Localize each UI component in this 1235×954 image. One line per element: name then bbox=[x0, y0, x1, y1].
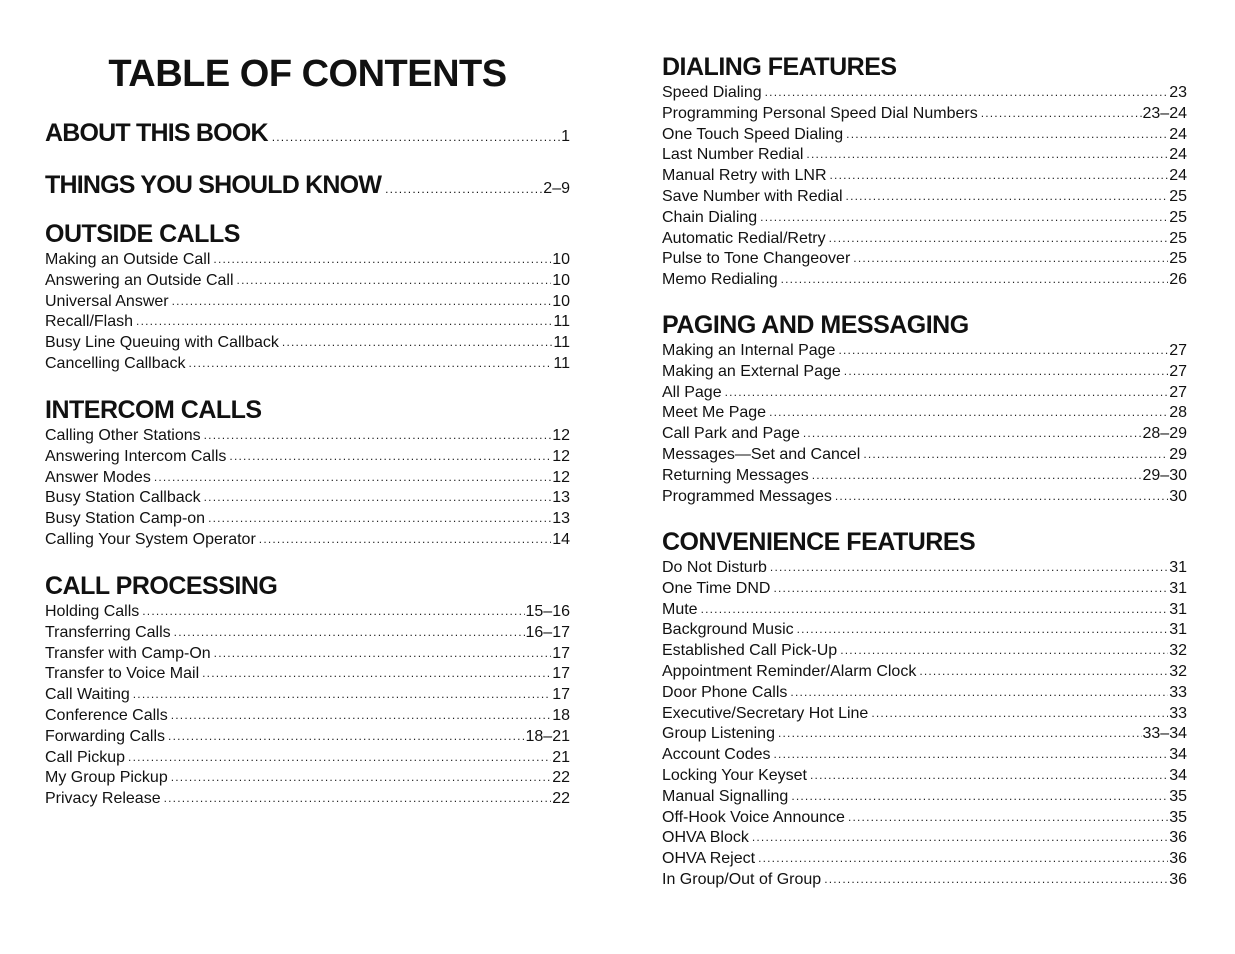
toc-entry[interactable] bbox=[662, 249, 1187, 270]
entry-label: Making an Internal Page bbox=[662, 342, 836, 359]
leader-dots bbox=[237, 271, 552, 291]
page-title: TABLE OF CONTENTS bbox=[108, 53, 507, 95]
page-number: 12 bbox=[552, 447, 570, 465]
section-title: PAGING AND MESSAGING bbox=[662, 311, 969, 339]
leader-dots bbox=[812, 466, 1142, 486]
entry-label: Chain Dialing bbox=[662, 208, 758, 226]
leader-dots bbox=[208, 509, 551, 529]
toc-entry[interactable] bbox=[662, 487, 1187, 508]
toc-entry[interactable] bbox=[662, 166, 1187, 187]
about-this-book-label: ABOUT THIS BOOK bbox=[45, 119, 268, 147]
leader-dots bbox=[272, 122, 560, 148]
leader-dots bbox=[760, 208, 1168, 228]
section-paging-and-messaging bbox=[662, 310, 1187, 507]
page-number: 25 bbox=[1169, 229, 1187, 247]
page-number: 30 bbox=[1169, 487, 1187, 505]
toc-entry[interactable] bbox=[45, 312, 570, 333]
entry-list bbox=[662, 341, 1187, 507]
toc-entry[interactable] bbox=[662, 270, 1187, 291]
entry-label: Manual Signalling bbox=[662, 787, 789, 805]
leader-dots bbox=[725, 383, 1169, 403]
leader-dots bbox=[830, 166, 1169, 186]
page-number: 31 bbox=[1169, 559, 1187, 576]
page-number: 35 bbox=[1169, 787, 1187, 805]
toc-entry[interactable] bbox=[45, 354, 570, 375]
toc-entry[interactable] bbox=[662, 187, 1187, 208]
entry-label: Appointment Reminder/Alarm Clock bbox=[662, 662, 917, 680]
leader-dots bbox=[171, 768, 551, 788]
toc-entry[interactable] bbox=[45, 664, 570, 685]
toc-entry[interactable] bbox=[662, 641, 1187, 662]
section-call-processing bbox=[45, 571, 570, 810]
entry-label: Pulse to Tone Changeover bbox=[662, 250, 851, 268]
toc-entry[interactable] bbox=[45, 768, 570, 789]
leader-dots bbox=[752, 828, 1168, 848]
toc-entry[interactable] bbox=[662, 424, 1187, 445]
leader-dots bbox=[229, 447, 551, 467]
entry-label: Programming Personal Speed Dial Numbers bbox=[662, 104, 978, 122]
entry-label: Door Phone Calls bbox=[662, 683, 788, 701]
entry-label: Group Listening bbox=[662, 725, 775, 743]
entry-label: Manual Retry with LNR bbox=[662, 167, 827, 185]
leader-dots bbox=[797, 620, 1169, 640]
page-number: 10 bbox=[552, 251, 570, 268]
leader-dots bbox=[848, 808, 1168, 828]
toc-entry[interactable] bbox=[662, 704, 1187, 725]
toc-entry[interactable] bbox=[45, 468, 570, 489]
page-number: 22 bbox=[552, 769, 570, 787]
leader-dots bbox=[128, 748, 551, 768]
entry-label: Memo Redialing bbox=[662, 271, 778, 289]
entry-label: Speed Dialing bbox=[662, 84, 762, 101]
page-number: 24 bbox=[1169, 146, 1187, 164]
toc-entry[interactable] bbox=[45, 292, 570, 313]
toc-entry[interactable] bbox=[45, 530, 570, 551]
page-number: 23–24 bbox=[1142, 104, 1187, 122]
page-number: 35 bbox=[1169, 808, 1187, 826]
entry-label: Do Not Disturb bbox=[662, 559, 767, 576]
leader-dots bbox=[204, 426, 552, 446]
page-number: 31 bbox=[1169, 600, 1187, 618]
leader-dots bbox=[871, 704, 1168, 724]
leader-dots bbox=[172, 292, 552, 312]
page-number: 33–34 bbox=[1142, 725, 1187, 743]
page-number: 28–29 bbox=[1142, 425, 1187, 443]
page-number: 24 bbox=[1169, 125, 1187, 143]
leader-dots bbox=[259, 530, 551, 550]
page-number: 18–21 bbox=[525, 727, 570, 745]
entry-label: Transfer with Camp-On bbox=[45, 644, 211, 662]
entry-label: Conference Calls bbox=[45, 706, 168, 724]
leader-dots bbox=[154, 468, 551, 488]
leader-dots bbox=[810, 766, 1168, 786]
leader-dots bbox=[824, 870, 1168, 890]
toc-entry[interactable] bbox=[662, 600, 1187, 621]
entry-label: Transferring Calls bbox=[45, 623, 171, 641]
toc-entry[interactable] bbox=[662, 341, 1187, 362]
section-convenience-features bbox=[662, 527, 1187, 891]
toc-entry[interactable] bbox=[662, 787, 1187, 808]
page-number: 27 bbox=[1169, 383, 1187, 401]
leader-dots bbox=[919, 662, 1168, 682]
leader-dots bbox=[791, 787, 1168, 807]
toc-entry[interactable] bbox=[45, 426, 570, 447]
entry-label: Cancelling Callback bbox=[45, 354, 186, 372]
leader-dots bbox=[214, 644, 552, 664]
entry-label: Executive/Secretary Hot Line bbox=[662, 704, 869, 722]
toc-entry[interactable] bbox=[45, 447, 570, 468]
toc-entry[interactable] bbox=[662, 579, 1187, 600]
leader-dots bbox=[142, 602, 524, 622]
leader-dots bbox=[778, 724, 1142, 744]
entry-label: Off-Hook Voice Announce bbox=[662, 808, 845, 826]
leader-dots bbox=[770, 558, 1168, 578]
entry-label: Save Number with Redial bbox=[662, 187, 843, 205]
entry-label: Holding Calls bbox=[45, 603, 140, 620]
leader-dots bbox=[133, 685, 551, 705]
toc-entry[interactable] bbox=[45, 727, 570, 748]
entry-label: Last Number Redial bbox=[662, 146, 804, 164]
page-number: 22 bbox=[552, 790, 570, 808]
toc-entry[interactable] bbox=[662, 403, 1187, 424]
toc-entry[interactable] bbox=[662, 362, 1187, 383]
toc-entry[interactable] bbox=[662, 724, 1187, 745]
page-number: 2–9 bbox=[543, 180, 570, 197]
toc-entry[interactable] bbox=[45, 271, 570, 292]
toc-entry[interactable] bbox=[45, 509, 570, 530]
entry-list bbox=[45, 426, 570, 551]
page-number: 13 bbox=[552, 489, 570, 507]
page-number: 11 bbox=[553, 354, 570, 372]
entry-label: My Group Pickup bbox=[45, 769, 168, 787]
toc-entry[interactable] bbox=[662, 745, 1187, 766]
toc-entry[interactable] bbox=[45, 748, 570, 769]
leader-dots bbox=[202, 664, 551, 684]
page-number: 17 bbox=[552, 665, 570, 683]
leader-dots bbox=[835, 487, 1168, 507]
toc-entry[interactable] bbox=[662, 125, 1187, 146]
page-number: 25 bbox=[1169, 250, 1187, 268]
leader-dots bbox=[981, 104, 1142, 124]
toc-entry[interactable] bbox=[662, 83, 1187, 104]
entry-label: Recall/Flash bbox=[45, 313, 134, 331]
entry-label: Call Pickup bbox=[45, 748, 126, 766]
page-number: 21 bbox=[552, 748, 570, 766]
entry-label: Answer Modes bbox=[45, 468, 151, 486]
leader-dots bbox=[701, 600, 1169, 620]
toc-entry[interactable] bbox=[662, 870, 1187, 891]
page-number: 25 bbox=[1169, 187, 1187, 205]
entry-label: Transfer to Voice Mail bbox=[45, 665, 200, 683]
entry-label: Established Call Pick-Up bbox=[662, 642, 838, 660]
entry-list bbox=[45, 602, 570, 810]
things-you-should-know-label: THINGS YOU SHOULD KNOW bbox=[45, 171, 382, 199]
toc-entry[interactable] bbox=[662, 383, 1187, 404]
entry-label: Busy Station Callback bbox=[45, 489, 201, 507]
page-number: 33 bbox=[1169, 683, 1187, 701]
entry-label: Making an Outside Call bbox=[45, 251, 211, 268]
entry-label: OHVA Block bbox=[662, 829, 749, 847]
page-number: 13 bbox=[552, 510, 570, 528]
leader-dots bbox=[781, 270, 1169, 290]
leader-dots bbox=[174, 623, 525, 643]
entry-label: Busy Station Camp-on bbox=[45, 510, 206, 528]
entry-label: One Time DND bbox=[662, 579, 771, 597]
page-number: 18 bbox=[552, 706, 570, 724]
entry-label: Mute bbox=[662, 600, 698, 618]
page-number: 16–17 bbox=[525, 623, 570, 641]
leader-dots bbox=[774, 745, 1169, 765]
entry-list bbox=[662, 83, 1187, 291]
page-number: 27 bbox=[1169, 342, 1187, 359]
entry-label: Locking Your Keyset bbox=[662, 766, 807, 784]
section-intercom-calls bbox=[45, 395, 570, 551]
entry-label: All Page bbox=[662, 383, 722, 401]
page-number: 32 bbox=[1169, 642, 1187, 660]
things-you-should-know-entry[interactable] bbox=[45, 170, 570, 200]
toc-entry[interactable] bbox=[662, 229, 1187, 250]
leader-dots bbox=[790, 683, 1168, 703]
toc-entry[interactable] bbox=[45, 789, 570, 810]
leader-dots bbox=[803, 424, 1142, 444]
leader-dots bbox=[758, 849, 1168, 869]
leader-dots bbox=[282, 333, 552, 353]
leader-dots bbox=[213, 250, 551, 270]
entry-label: Returning Messages bbox=[662, 466, 809, 484]
page-number: 15–16 bbox=[525, 603, 570, 620]
page-number: 1 bbox=[561, 128, 570, 145]
toc-entry[interactable] bbox=[662, 466, 1187, 487]
entry-label: Privacy Release bbox=[45, 790, 161, 808]
leader-dots bbox=[769, 403, 1168, 423]
page-number: 17 bbox=[552, 644, 570, 662]
entry-label: Making an External Page bbox=[662, 362, 841, 380]
entry-label: Account Codes bbox=[662, 746, 771, 764]
section-title: CONVENIENCE FEATURES bbox=[662, 528, 976, 556]
entry-label: Universal Answer bbox=[45, 292, 169, 310]
section-outside-calls bbox=[45, 219, 570, 375]
leader-dots bbox=[846, 125, 1168, 145]
toc-entry[interactable] bbox=[45, 488, 570, 509]
page-number: 10 bbox=[552, 271, 570, 289]
entry-label: Calling Other Stations bbox=[45, 427, 201, 444]
entry-label: Background Music bbox=[662, 621, 794, 639]
entry-label: Meet Me Page bbox=[662, 404, 767, 422]
page-number: 14 bbox=[552, 530, 570, 548]
page-number: 11 bbox=[553, 313, 570, 331]
page-number: 36 bbox=[1169, 870, 1187, 888]
page-number: 29–30 bbox=[1142, 466, 1187, 484]
toc-entry[interactable] bbox=[662, 145, 1187, 166]
leader-dots bbox=[168, 727, 524, 747]
toc-entry[interactable] bbox=[662, 445, 1187, 466]
leader-dots bbox=[773, 579, 1168, 599]
toc-entry[interactable] bbox=[662, 683, 1187, 704]
toc-entry[interactable] bbox=[662, 808, 1187, 829]
entry-label: Busy Line Queuing with Callback bbox=[45, 334, 279, 352]
leader-dots bbox=[863, 445, 1168, 465]
leader-dots bbox=[846, 187, 1169, 207]
toc-entry[interactable] bbox=[662, 208, 1187, 229]
toc-entry[interactable] bbox=[45, 623, 570, 644]
toc-entry[interactable] bbox=[45, 333, 570, 354]
leader-dots bbox=[171, 706, 551, 726]
section-title: DIALING FEATURES bbox=[662, 53, 897, 81]
page-number: 24 bbox=[1169, 167, 1187, 185]
page-number: 25 bbox=[1169, 208, 1187, 226]
page-number: 23 bbox=[1169, 84, 1187, 101]
entry-label: Call Park and Page bbox=[662, 425, 800, 443]
toc-entry[interactable] bbox=[662, 620, 1187, 641]
toc-entry[interactable] bbox=[45, 685, 570, 706]
page-number: 12 bbox=[552, 468, 570, 486]
page-number: 27 bbox=[1169, 362, 1187, 380]
leader-dots bbox=[838, 341, 1168, 361]
entry-label: In Group/Out of Group bbox=[662, 870, 822, 888]
toc-entry[interactable] bbox=[662, 662, 1187, 683]
entry-label: Automatic Redial/Retry bbox=[662, 229, 826, 247]
entry-label: Forwarding Calls bbox=[45, 727, 166, 745]
toc-entry[interactable] bbox=[662, 766, 1187, 787]
page-number: 28 bbox=[1169, 404, 1187, 422]
leader-dots bbox=[853, 249, 1168, 269]
page-number: 32 bbox=[1169, 662, 1187, 680]
entry-label: OHVA Reject bbox=[662, 850, 756, 868]
section-title: CALL PROCESSING bbox=[45, 572, 278, 600]
leader-dots bbox=[204, 488, 552, 508]
entry-list bbox=[662, 558, 1187, 891]
page-number: 29 bbox=[1169, 445, 1187, 463]
toc-entry[interactable] bbox=[662, 828, 1187, 849]
page-number: 34 bbox=[1169, 766, 1187, 784]
section-dialing-features bbox=[662, 52, 1187, 291]
section-title: OUTSIDE CALLS bbox=[45, 220, 240, 248]
page-number: 36 bbox=[1169, 829, 1187, 847]
leader-dots bbox=[829, 229, 1169, 249]
toc-entry[interactable] bbox=[45, 250, 570, 271]
page-number: 34 bbox=[1169, 746, 1187, 764]
page-number: 17 bbox=[552, 686, 570, 704]
page-number: 33 bbox=[1169, 704, 1187, 722]
entry-label: Messages—Set and Cancel bbox=[662, 445, 861, 463]
page-number: 11 bbox=[553, 334, 570, 352]
toc-entry[interactable] bbox=[45, 602, 570, 623]
toc-entry[interactable] bbox=[662, 558, 1187, 579]
entry-label: Calling Your System Operator bbox=[45, 530, 256, 548]
leader-dots bbox=[840, 641, 1168, 661]
page-number: 31 bbox=[1169, 621, 1187, 639]
toc-entry[interactable] bbox=[45, 644, 570, 665]
entry-label: Call Waiting bbox=[45, 686, 130, 704]
about-this-book-entry[interactable] bbox=[45, 118, 570, 148]
section-title: INTERCOM CALLS bbox=[45, 396, 262, 424]
page-number: 10 bbox=[552, 292, 570, 310]
entry-list bbox=[45, 250, 570, 375]
leader-dots bbox=[806, 145, 1168, 165]
entry-label: Answering Intercom Calls bbox=[45, 447, 227, 465]
leader-dots bbox=[765, 83, 1169, 103]
entry-label: One Touch Speed Dialing bbox=[662, 125, 844, 143]
toc-entry[interactable] bbox=[662, 104, 1187, 125]
page-number: 12 bbox=[552, 427, 570, 444]
leader-dots bbox=[164, 789, 552, 809]
entry-label: Answering an Outside Call bbox=[45, 271, 234, 289]
leader-dots bbox=[385, 174, 542, 200]
page-number: 36 bbox=[1169, 850, 1187, 868]
leader-dots bbox=[189, 354, 553, 374]
leader-dots bbox=[136, 312, 552, 332]
page-number: 26 bbox=[1169, 271, 1187, 289]
page-number: 31 bbox=[1169, 579, 1187, 597]
toc-entry[interactable] bbox=[45, 706, 570, 727]
leader-dots bbox=[844, 362, 1168, 382]
entry-label: Programmed Messages bbox=[662, 487, 832, 505]
toc-entry[interactable] bbox=[662, 849, 1187, 870]
